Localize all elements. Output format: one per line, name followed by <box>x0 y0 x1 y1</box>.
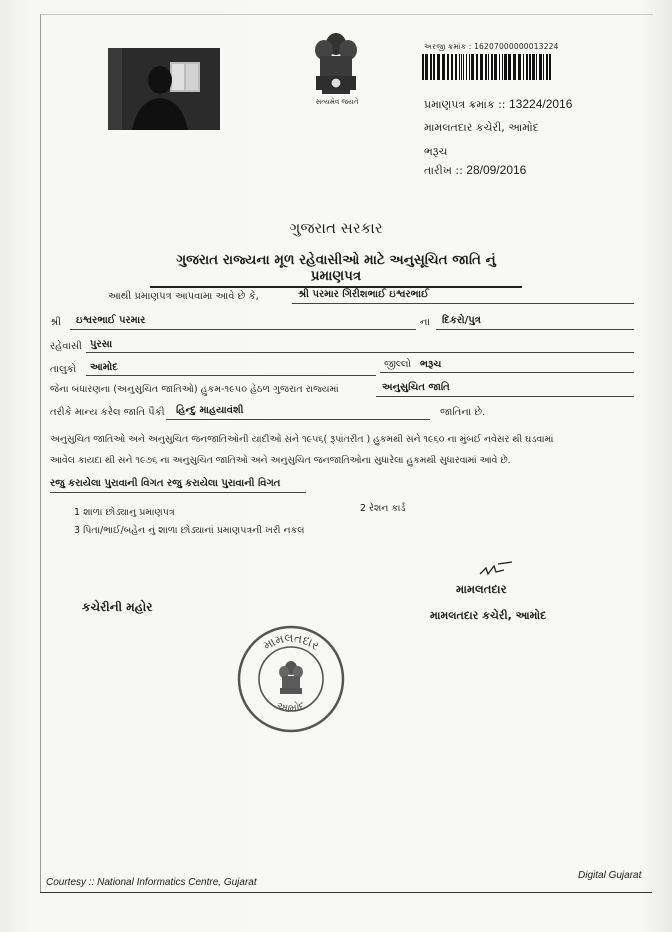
holder-name-line <box>292 303 634 304</box>
barcode-bar <box>485 54 487 80</box>
certificate-title: ગુજરાત રાજ્યના મૂળ રહેવાસીઓ માટે અનુસૂચિત જાતિ નું પ્રમાણપત્ર <box>150 252 522 288</box>
signatory-office: મામલતદાર કચેરી, આમોદ <box>430 609 547 622</box>
government-heading: ગુજરાત સરકાર <box>289 219 383 237</box>
recognized-label: તરીકે માન્ય કરેલ જાતિ પૈકી <box>50 407 165 418</box>
na-label: ના <box>420 317 430 328</box>
office-seal-label: કચેરીની મહોર <box>82 600 153 614</box>
district: ભરૂચ <box>420 359 442 370</box>
caste-suffix: જાતિના છે. <box>440 407 486 418</box>
issue-date: 28/09/2016 <box>466 163 527 177</box>
barcode-bar <box>461 54 462 80</box>
barcode-bar <box>463 54 464 80</box>
order-text: જેના બંધારણના (અનુસુચિત જાતિઓ) હુકમ-૧૯૫૦ હેઠળ ગુજરાત રાજ્યમાં <box>50 384 339 395</box>
issue-date-label: તારીખ :: <box>424 164 463 177</box>
barcode-bar <box>471 54 474 80</box>
father-name: ઇશ્વરભાઈ પરમાર <box>76 315 146 326</box>
father-name-line <box>70 329 416 330</box>
signature-mark <box>478 560 518 580</box>
taluka-line <box>86 375 376 376</box>
barcode-bar <box>526 54 528 80</box>
barcode-bar <box>469 54 470 80</box>
relation-line <box>436 329 634 330</box>
evidence-item-1: 1 શાળા છોડ્યાનુ પ્રમાણપત્ર <box>74 507 175 518</box>
intro-text: આથી પ્રમાણપત્ર આપવામા આવે છે કે, <box>108 291 259 302</box>
applicant-photo <box>108 48 220 130</box>
barcode-bar <box>543 54 544 80</box>
barcode-bar <box>499 54 500 80</box>
taluka: આમોદ <box>90 362 118 373</box>
barcode-bar <box>536 54 537 80</box>
barcode-bar <box>508 54 511 80</box>
evidence-heading-underline <box>50 492 306 493</box>
issuing-district: ભરૂચ <box>424 145 448 158</box>
resident-village: પુરસા <box>90 339 113 350</box>
certificate-number: 13224/2016 <box>509 97 573 111</box>
issue-date-row <box>424 163 526 178</box>
shri-label: શ્રી <box>50 317 62 328</box>
barcode-bar <box>502 54 503 80</box>
barcode-bar <box>532 54 535 80</box>
footer-brand: Digital Gujarat <box>578 870 642 881</box>
barcode-bar <box>476 54 478 80</box>
barcode-bar <box>504 54 507 80</box>
barcode-bar <box>494 54 497 80</box>
issuing-office: મામલતદાર કચેરી, આમોદ <box>424 121 539 134</box>
barcode-bar <box>433 54 435 80</box>
barcode-bar <box>459 54 460 80</box>
barcode-icon <box>422 54 554 80</box>
application-number: અરજી ક્રમાંક : 16207000000013224 <box>424 42 559 51</box>
category: અનુસુચિત જાતિ <box>382 382 450 393</box>
evidence-item-3: 3 પિતા/ભાઈ/બહેન નું શાળા છોડ્યાનાં પ્રમાણપત્રની ખરી નકલ <box>74 525 305 536</box>
barcode-bar <box>466 54 467 80</box>
taluka-label: તાલુકો <box>50 364 77 375</box>
barcode-bar <box>425 54 428 80</box>
barcode-bar <box>442 54 445 80</box>
legal-paragraph-line-1: અનુસુચિત જાતિઓ અને અનુસુચિત જનજાતિઓની યાદીઓ સને ૧૯૫૬( રૂપાંતરીત ) હુકમથી સને ૧૯૬૦ ના મુંબઈ નવેસર થી ઘડવામાં <box>50 434 554 445</box>
emblem-caption: સત્યમેવ જયતે <box>315 98 359 106</box>
resident-line <box>86 352 634 353</box>
barcode-bar <box>518 54 521 80</box>
caste: હિન્દુ માહયાવંશી <box>176 405 244 416</box>
barcode-bar <box>480 54 483 80</box>
barcode-bar <box>546 54 548 80</box>
barcode-bar <box>488 54 489 80</box>
evidence-item-2: 2 રેશન કાર્ડ <box>360 503 406 514</box>
relation: દિકરો/પુત્ર <box>442 315 481 326</box>
barcode-bar <box>549 54 551 80</box>
seal-text-bottom: આમોદ <box>275 699 307 716</box>
barcode-bar <box>422 54 424 80</box>
evidence-heading: રજુ કરાયેલા પુરાવાની વિગત રજુ કરાયેલા પુરાવાની વિગત <box>50 478 281 489</box>
signatory-designation: મામલતદાર <box>456 582 507 596</box>
page-border <box>40 14 653 893</box>
district-line <box>380 372 634 373</box>
barcode-bar <box>430 54 432 80</box>
caste-line <box>166 419 430 420</box>
barcode-bar <box>447 54 449 80</box>
footer-courtesy: Courtesy :: National Informatics Centre, Gujarat <box>46 877 257 888</box>
barcode-bar <box>529 54 531 80</box>
district-label: જીલ્લો <box>384 359 412 370</box>
certificate-number-row <box>424 97 572 112</box>
holder-name: શ્રી પરમાર ગિરીશભાઈ ઇશ્વરભાઈ <box>298 289 429 300</box>
seal-text-top: મામલતદાર <box>260 630 322 653</box>
office-seal-icon <box>236 624 346 734</box>
barcode-bar <box>455 54 457 80</box>
barcode-bar <box>451 54 453 80</box>
barcode-bar <box>513 54 516 80</box>
certificate-number-label: પ્રમાણપત્ર ક્રમાંક :: <box>424 98 506 111</box>
barcode-bar <box>539 54 542 80</box>
resident-label: રહેવાસી <box>50 341 82 352</box>
svg-text:મામલતદાર <box>261 631 322 653</box>
legal-paragraph-line-2: આવેલ કાયદા થી સને ૧૯૭૬ ના અનુસુચિત જાતિઓ અને અનુસુચિત જનજાતિઓના સુધારેલા હુકમથી સુધારવામાં આવે છે. <box>50 455 511 466</box>
barcode-bar <box>437 54 440 80</box>
category-line <box>376 396 634 397</box>
barcode-bar <box>523 54 524 80</box>
footer-divider <box>40 892 652 893</box>
barcode-bar <box>491 54 493 80</box>
svg-text:આમોદ <box>275 699 307 715</box>
